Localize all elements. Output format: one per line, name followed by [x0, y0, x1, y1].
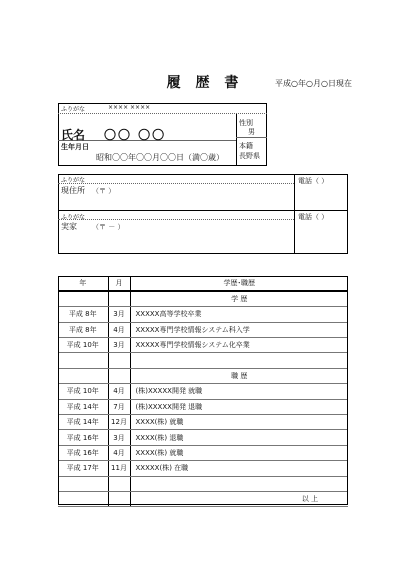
history-content: XXXXX専門学校情報システム科入学	[130, 322, 348, 337]
history-year: 平成 16年	[58, 430, 108, 445]
history-row	[58, 415, 348, 430]
col-content-header: 学歴･職歴	[130, 276, 348, 291]
col-year-header: 年	[58, 276, 108, 291]
history-content	[130, 476, 348, 491]
history-row	[58, 445, 348, 460]
current-address-label: 現住所	[61, 186, 85, 195]
history-content: XXXX(株) 退職	[130, 430, 348, 445]
current-postal: （〒 ）	[92, 187, 116, 195]
history-row	[58, 476, 348, 491]
home-furigana-label: ふりがな	[61, 214, 86, 221]
history-year: 平成 16年	[58, 445, 108, 460]
history-content: XXXXX高等学校卒業	[130, 307, 348, 322]
history-month	[108, 291, 130, 306]
history-month: 7月	[108, 399, 130, 414]
domicile-value: 長野県	[239, 152, 260, 160]
history-month: 4月	[108, 445, 130, 460]
history-row	[58, 384, 348, 399]
history-content: 以 上	[130, 491, 348, 506]
name-label: 氏名	[61, 128, 86, 142]
history-row	[58, 322, 348, 337]
history-year	[58, 368, 108, 383]
history-content: 学 歴	[130, 291, 348, 306]
history-row	[58, 338, 348, 353]
history-month	[108, 353, 130, 368]
home-postal: （〒 － ）	[92, 223, 125, 231]
history-month: 11月	[108, 461, 130, 476]
history-month: 3月	[108, 430, 130, 445]
history-year	[58, 291, 108, 306]
history-row	[58, 399, 348, 414]
history-content: XXXXX専門学校情報システム化卒業	[130, 338, 348, 353]
history-year: 平成 10年	[58, 338, 108, 353]
history-row	[58, 368, 348, 383]
history-year	[58, 353, 108, 368]
history-year: 平成 17年	[58, 461, 108, 476]
document-title: 履 歴 書	[166, 75, 244, 91]
history-year: 平成 10年	[58, 384, 108, 399]
history-header-row	[58, 276, 348, 291]
history-content: 職 歴	[130, 368, 348, 383]
history-row	[58, 461, 348, 476]
history-month: 4月	[108, 322, 130, 337]
history-month	[108, 368, 130, 383]
phone-label: 電話（ ）	[298, 177, 329, 185]
history-month: 12月	[108, 415, 130, 430]
furigana-value: ×××× ××××	[108, 104, 151, 111]
history-year: 平成 8年	[58, 322, 108, 337]
phone2-label: 電話（ ）	[298, 213, 329, 221]
domicile-label: 本籍	[239, 142, 253, 150]
history-row	[58, 430, 348, 445]
history-year	[58, 476, 108, 491]
address-furigana-label: ふりがな	[61, 177, 86, 184]
history-content: XXXX(株) 就職	[130, 445, 348, 460]
history-month: 3月	[108, 338, 130, 353]
history-content: (株)XXXXX開発 就職	[130, 384, 348, 399]
document-date: 平成○年○月○日現在	[275, 79, 352, 88]
history-year: 平成 14年	[58, 415, 108, 430]
history-month: 4月	[108, 384, 130, 399]
col-month-header: 月	[108, 276, 130, 291]
birth-label: 生年月日	[61, 143, 89, 151]
history-table	[58, 276, 348, 507]
home-address-label: 実家	[61, 222, 77, 231]
history-row	[58, 353, 348, 368]
history-content	[130, 353, 348, 368]
history-year: 平成 14年	[58, 399, 108, 414]
history-content: XXXX(株) 就職	[130, 415, 348, 430]
history-year	[58, 491, 108, 506]
name-value: 〇〇 〇〇	[104, 128, 167, 142]
birth-value: 昭和〇〇年〇〇月〇〇日（満〇歳）	[96, 153, 224, 162]
history-year: 平成 8年	[58, 307, 108, 322]
gender-label: 性別	[239, 119, 253, 127]
history-row	[58, 291, 348, 306]
history-month	[108, 491, 130, 506]
gender-value: 男	[248, 128, 255, 136]
history-row	[58, 307, 348, 322]
history-row	[58, 491, 348, 506]
history-content: XXXXX(株) 在職	[130, 461, 348, 476]
history-month	[108, 476, 130, 491]
furigana-label: ふりがな	[61, 106, 86, 113]
history-content: (株)XXXXX開発 退職	[130, 399, 348, 414]
history-month: 3月	[108, 307, 130, 322]
